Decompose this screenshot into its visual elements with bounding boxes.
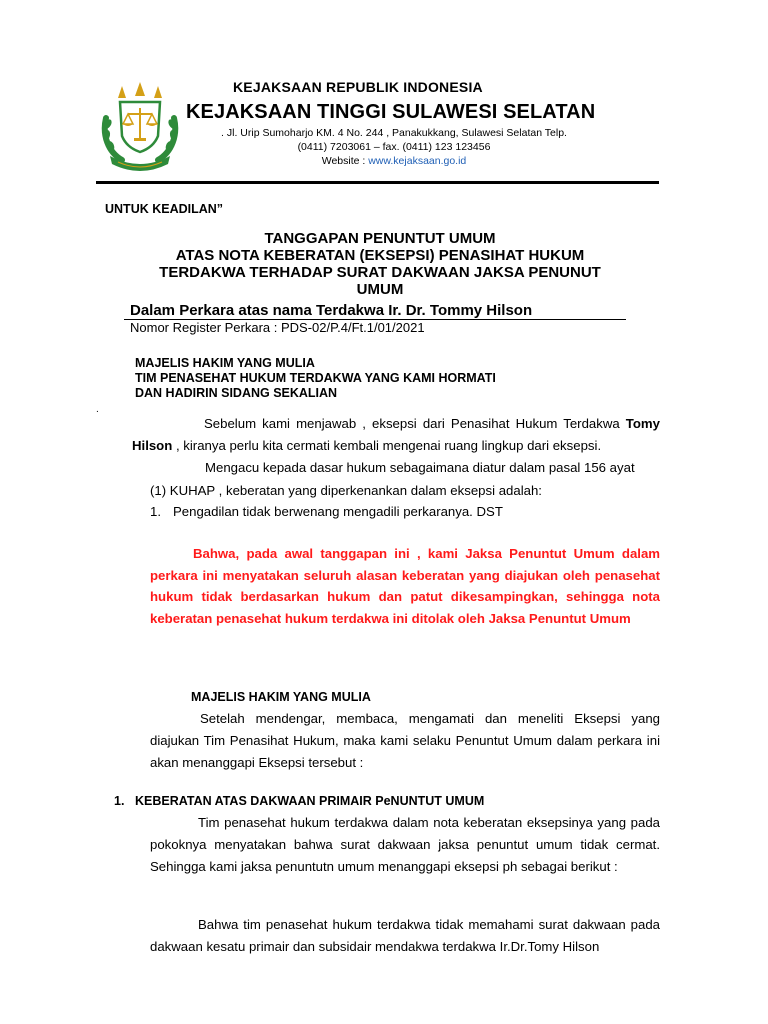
- org-name: KEJAKSAAN TINGGI SULAWESI SELATAN: [186, 101, 596, 123]
- item-text: Pengadilan tidak berwenang mengadili perkaranya. DST: [173, 504, 503, 519]
- title-line-4: UMUM: [356, 281, 404, 298]
- paragraph-response: Setelah mendengar, membaca, mengamati dan meneliti Eksepsi yang diajukan Tim Penasihat Hukum, maka kami selaku Penuntut Umum dalam perkara ini akan menanggapi Eksepsi tersebut :: [150, 711, 660, 770]
- intro-text-before: Sebelum kami menjawab , eksepsi dari Penasihat Hukum Terdakwa: [204, 416, 626, 431]
- motto: UNTUK KEADILAN”: [105, 202, 224, 216]
- address-line-1: . Jl. Urip Sumoharjo KM. 4 No. 244 , Panakukkang, Sulawesi Selatan Telp.: [221, 127, 567, 139]
- defendant-name: Tomy Hilson: [132, 416, 660, 453]
- legal-basis-line-2: (1) KUHAP , keberatan yang diperkenankan dalam eksepsi adalah:: [150, 483, 542, 498]
- heading-number: 1.: [114, 794, 125, 808]
- stray-dot: .: [96, 404, 99, 415]
- salutation-line-1: MAJELIS HAKIM YANG MULIA: [135, 356, 315, 370]
- section-heading: MAJELIS HAKIM YANG MULIA: [191, 690, 371, 704]
- parent-org-name: KEJAKSAAN REPUBLIK INDONESIA: [233, 79, 483, 95]
- paragraph-intro: [132, 413, 660, 457]
- case-name: Dalam Perkara atas nama Terdakwa Ir. Dr. Tommy Hilson: [130, 302, 533, 319]
- letterhead-divider: [96, 181, 659, 184]
- document-title: [120, 230, 640, 298]
- register-number: Nomor Register Perkara : PDS-02/P.4/Ft.1/01/2021: [130, 320, 425, 335]
- title-line-2: ATAS NOTA KEBERATAN (EKSEPSI) PENASIHAT HUKUM: [175, 247, 585, 264]
- prosecutor-statement: Bahwa, pada awal tanggapan ini , kami Jaksa Penuntut Umum dalam perkara ini menyatakan seluruh alasan keberatan yang diajukan oleh penasehat hukum tidak berdasarkan hukum dan patut dikesampingkan, sehingga nota keberatan penasehat hukum terdakwa ini ditolak oleh Jaksa Penuntut Umum: [150, 546, 660, 626]
- paragraph-argument: Bahwa tim penasehat hukum terdakwa tidak memahami surat dakwaan pada dakwaan kesatu primair dan subsidair mendakwa terdakwa Ir.Dr.Tomy Hilson: [150, 917, 660, 954]
- salutation-line-2: TIM PENASEHAT HUKUM TERDAKWA YANG KAMI HORMATI: [135, 371, 496, 385]
- legal-basis-item: [150, 504, 503, 519]
- salutation-block: [135, 356, 496, 401]
- kejaksaan-emblem-icon: [92, 80, 188, 176]
- emblem-graphic: [92, 80, 188, 176]
- numbered-heading-1: [114, 794, 484, 808]
- title-line-1: TANGGAPAN PENUNTUT UMUM: [264, 230, 496, 247]
- legal-basis-line-1: Mengacu kepada dasar hukum sebagaimana diatur dalam pasal 156 ayat: [205, 460, 635, 475]
- title-line-3: TERDAKWA TERHADAP SURAT DAKWAAN JAKSA PENUNUT: [159, 264, 601, 281]
- website-link[interactable]: www.kejaksaan.go.id: [368, 155, 467, 167]
- heading-text: KEBERATAN ATAS DAKWAAN PRIMAIR PeNUNTUT UMUM: [135, 794, 485, 808]
- salutation-line-3: DAN HADIRIN SIDANG SEKALIAN: [135, 386, 338, 400]
- intro-text-after: , kiranya perlu kita cermati kembali mengenai ruang lingkup dari eksepsi.: [172, 438, 602, 453]
- item-number: 1.: [150, 504, 161, 519]
- website-line: [180, 155, 608, 167]
- website-label: Website :: [321, 155, 369, 167]
- address-line-2: (0411) 7203061 – fax. (0411) 123 123456: [297, 141, 491, 153]
- paragraph-objection: Tim penasehat hukum terdakwa dalam nota keberatan eksepsinya yang pada pokoknya menyatakan bahwa surat dakwaan jaksa penuntut umum tidak cermat. Sehingga kami jaksa penuntutn umum menanggapi eksepsi ph sebagai berikut :: [150, 815, 660, 874]
